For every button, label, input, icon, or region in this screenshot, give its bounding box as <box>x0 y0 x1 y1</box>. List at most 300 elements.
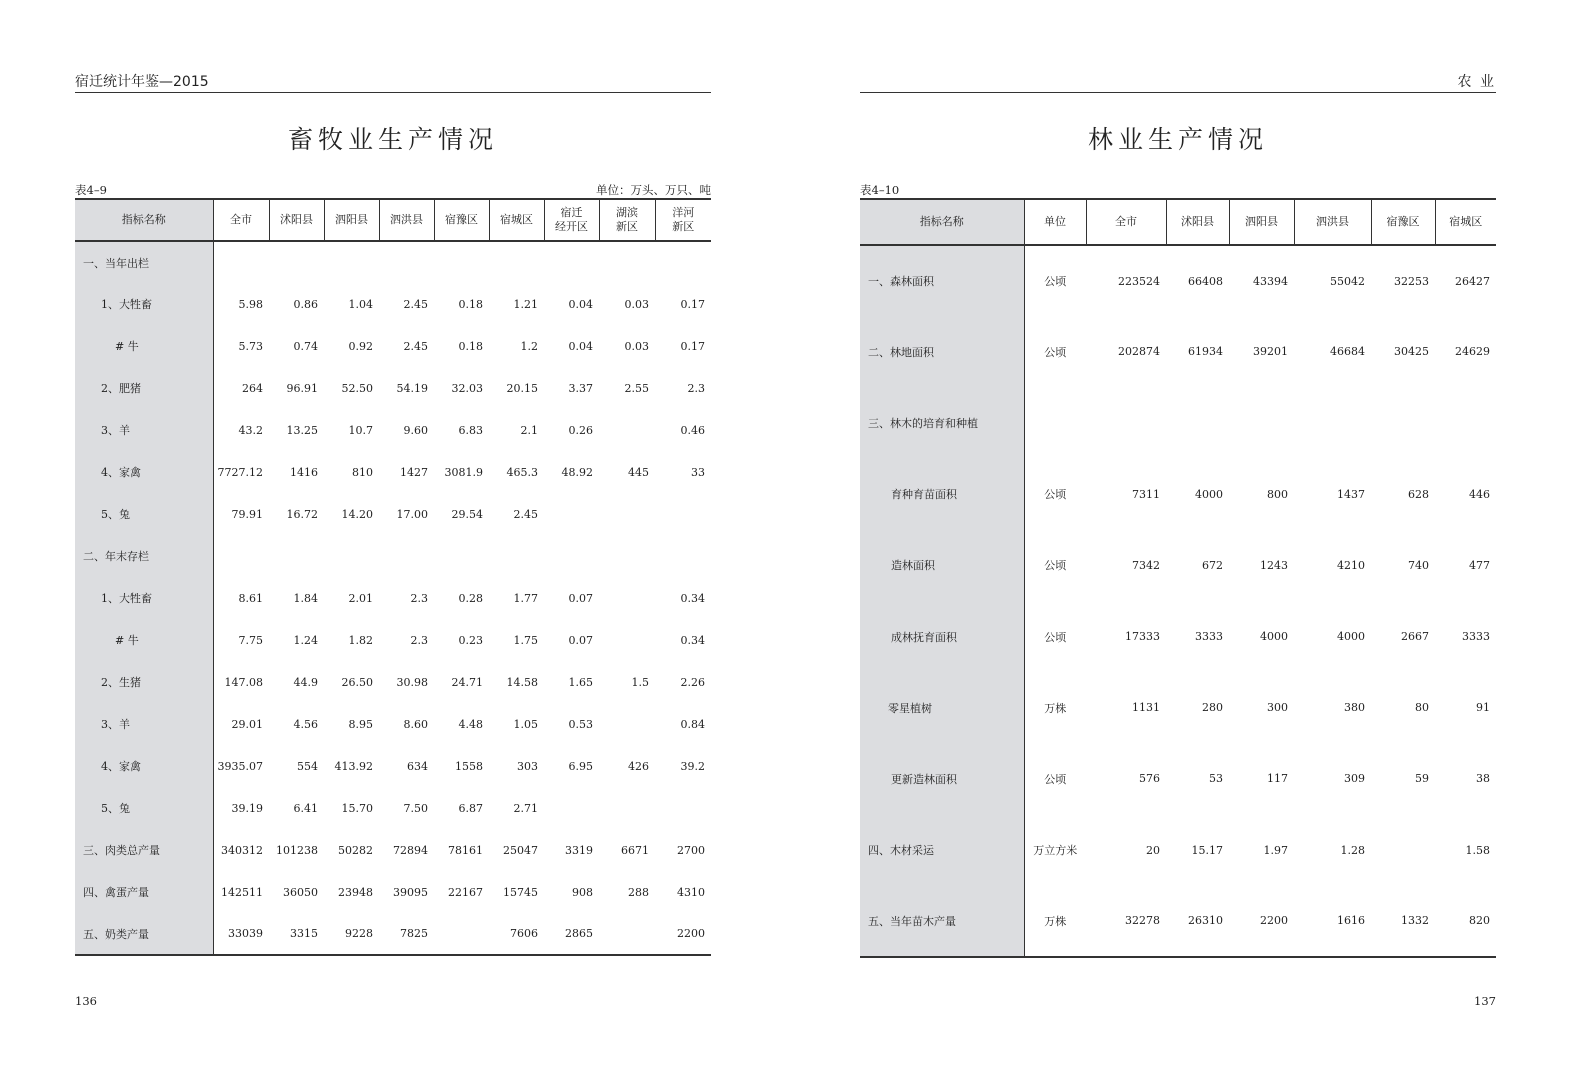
table-cell: 4.56 <box>293 717 318 731</box>
table-row <box>860 387 1496 458</box>
row-label: 1、大牲畜 <box>75 283 213 325</box>
table-cell <box>655 241 711 283</box>
table-cell: 820 <box>1435 886 1496 957</box>
table-label-4-10: 表4–10 <box>860 183 900 197</box>
table-cell: 80 <box>1415 701 1429 715</box>
column-header: 宿城区 <box>1435 199 1496 245</box>
table-cell: 22167 <box>448 885 483 899</box>
table-cell <box>489 535 544 577</box>
table-cell: 39.19 <box>231 801 263 815</box>
table-cell: 1131 <box>1132 701 1160 715</box>
table-cell <box>544 493 599 535</box>
table-cell <box>1435 387 1496 458</box>
table-cell: 147.08 <box>224 675 263 689</box>
table-cell: 2200 <box>1229 886 1294 957</box>
row-label: 2、生猪 <box>75 661 213 703</box>
table-cell <box>1229 387 1294 458</box>
table-cell: 万立方米 <box>1033 844 1078 858</box>
table-cell: 446 <box>1469 487 1490 501</box>
table-row <box>75 577 711 619</box>
livestock-table <box>75 198 711 956</box>
table-cell <box>1166 387 1229 458</box>
table-cell: 0.34 <box>680 633 705 647</box>
table-cell: 39.2 <box>680 759 705 773</box>
table-cell: 10.7 <box>348 423 373 437</box>
unit-label: 单位：万头、万只、吨 <box>596 183 711 197</box>
right-page <box>860 0 1496 1077</box>
row-label: 二、年末存栏 <box>75 535 213 577</box>
table-cell: 4000 <box>1195 487 1223 501</box>
table-header-row <box>75 199 711 241</box>
table-cell: 7727.12 <box>217 465 263 479</box>
table-cell: 0.86 <box>293 297 318 311</box>
table-cell: 91 <box>1476 701 1490 715</box>
row-label: 一、森林面积 <box>860 245 1024 316</box>
table-cell: 公顷 <box>1044 630 1067 644</box>
table-row <box>75 661 711 703</box>
table-cell: 1332 <box>1371 886 1435 957</box>
row-label: 4、家禽 <box>75 745 213 787</box>
table-cell: 4000 <box>1260 630 1288 644</box>
table-cell: 2700 <box>677 843 705 857</box>
table-cell: 223524 <box>1118 274 1160 288</box>
table-cell <box>599 913 655 955</box>
row-label: 四、禽蛋产量 <box>75 871 213 913</box>
table-cell <box>655 493 711 535</box>
table-cell: 26.50 <box>341 675 373 689</box>
table-cell: 1.24 <box>293 633 318 647</box>
table-cell: 8.60 <box>403 717 428 731</box>
table-cell: 78161 <box>448 843 483 857</box>
row-label: 2、肥猪 <box>75 367 213 409</box>
table-cell: 32278 <box>1086 886 1166 957</box>
forestry-table <box>860 198 1496 958</box>
table-cell: 20 <box>1146 843 1160 857</box>
table-cell: 1243 <box>1260 558 1288 572</box>
page-number-left: 136 <box>75 994 97 1008</box>
table-row <box>860 815 1496 886</box>
table-row <box>75 367 711 409</box>
table-cell: 7.75 <box>238 633 263 647</box>
row-label: 一、当年出栏 <box>75 241 213 283</box>
table-cell: 29.01 <box>231 717 263 731</box>
row-label: # 牛 <box>75 619 213 661</box>
table-cell: 2.45 <box>513 507 538 521</box>
table-cell <box>213 535 269 577</box>
table-cell: 61934 <box>1188 345 1223 359</box>
table-row <box>860 743 1496 814</box>
row-label: 四、木材采运 <box>860 815 1024 886</box>
column-header: 洋河 新区 <box>655 199 711 241</box>
table-cell: 39201 <box>1253 345 1288 359</box>
table-cell: 1.58 <box>1465 843 1490 857</box>
table-cell: 1427 <box>400 465 428 479</box>
table-cell: 810 <box>352 465 373 479</box>
table-cell: 5.98 <box>238 297 263 311</box>
table-cell: 2865 <box>544 913 599 955</box>
table-cell: 1.82 <box>348 633 373 647</box>
table-cell: 0.92 <box>348 339 373 353</box>
table-cell: 280 <box>1202 701 1223 715</box>
running-head-right: 农 业 <box>860 74 1496 93</box>
table-cell: 4000 <box>1337 630 1365 644</box>
table-cell: 17333 <box>1125 630 1160 644</box>
table-cell: 15.70 <box>341 801 373 815</box>
table-row <box>860 245 1496 316</box>
table-cell: 30.98 <box>396 675 428 689</box>
table-cell: 15.17 <box>1191 843 1223 857</box>
table-cell: 117 <box>1267 772 1288 786</box>
table-cell: 43.2 <box>238 423 263 437</box>
table-cell: 0.04 <box>568 297 593 311</box>
table-cell: 4.48 <box>458 717 483 731</box>
table-cell: 142511 <box>221 885 263 899</box>
table-cell: 380 <box>1344 701 1365 715</box>
table-cell: 公顷 <box>1044 772 1067 786</box>
table-cell: 万株 <box>1024 886 1086 957</box>
table-cell: 万株 <box>1044 701 1067 715</box>
table-cell: 0.03 <box>624 339 649 353</box>
table-cell <box>1371 387 1435 458</box>
table-row <box>75 787 711 829</box>
table-cell: 908 <box>572 885 593 899</box>
row-label: 3、羊 <box>75 409 213 451</box>
column-header: 单位 <box>1024 199 1086 245</box>
table-cell: 24629 <box>1455 345 1490 359</box>
table-cell: 7342 <box>1132 558 1160 572</box>
table-cell <box>655 535 711 577</box>
table-cell: 8.61 <box>238 591 263 605</box>
row-label: 造林面积 <box>860 530 1024 601</box>
table-row <box>75 871 711 913</box>
table-row <box>75 703 711 745</box>
table-cell: 309 <box>1344 772 1365 786</box>
table-cell: 26427 <box>1455 274 1490 288</box>
table-row <box>75 745 711 787</box>
table-cell: 9228 <box>324 913 379 955</box>
table-cell: 33 <box>691 465 705 479</box>
table-cell: 2.55 <box>624 381 649 395</box>
page-title-forestry: 林业生产情况 <box>1087 125 1268 154</box>
table-cell: 2.01 <box>348 591 373 605</box>
table-cell: 26310 <box>1166 886 1229 957</box>
table-cell: 3315 <box>269 913 324 955</box>
table-cell: 2.3 <box>687 381 705 395</box>
table-cell: 3081.9 <box>444 465 483 479</box>
table-row <box>75 325 711 367</box>
table-cell: 6.41 <box>293 801 318 815</box>
table-cell: 740 <box>1408 558 1429 572</box>
table-cell: 101238 <box>276 843 318 857</box>
table-cell: 79.91 <box>231 507 263 521</box>
table-row <box>75 619 711 661</box>
table-cell: 303 <box>517 759 538 773</box>
row-label: 更新造林面积 <box>860 743 1024 814</box>
table-cell: 1416 <box>290 465 318 479</box>
row-label: 3、羊 <box>75 703 213 745</box>
page-title-livestock: 畜牧业生产情况 <box>287 125 498 154</box>
row-label: 五、奶类产量 <box>75 913 213 955</box>
table-cell: 0.74 <box>293 339 318 353</box>
table-cell: 4310 <box>677 885 705 899</box>
table-cell <box>213 241 269 283</box>
table-cell: 0.18 <box>458 339 483 353</box>
table-cell: 445 <box>628 465 649 479</box>
table-cell <box>599 409 655 451</box>
table-cell <box>599 703 655 745</box>
table-cell <box>489 241 544 283</box>
table-cell <box>599 787 655 829</box>
table-cell <box>544 535 599 577</box>
table-cell <box>434 535 489 577</box>
table-cell: 554 <box>297 759 318 773</box>
table-cell: 公顷 <box>1044 488 1067 502</box>
table-cell: 23948 <box>338 885 373 899</box>
table-cell <box>1086 387 1166 458</box>
table-cell <box>599 493 655 535</box>
table-cell: 46684 <box>1330 345 1365 359</box>
table-row <box>75 535 711 577</box>
table-cell: 1.75 <box>513 633 538 647</box>
table-cell: 576 <box>1139 772 1160 786</box>
table-cell <box>379 241 434 283</box>
table-cell: 0.53 <box>568 717 593 731</box>
table-cell: 0.46 <box>680 423 705 437</box>
table-cell: 1.28 <box>1340 843 1365 857</box>
table-cell: 48.92 <box>561 465 593 479</box>
table-cell: 202874 <box>1118 345 1160 359</box>
column-header: 沭阳县 <box>1166 199 1229 245</box>
table-cell: 0.23 <box>458 633 483 647</box>
table-row <box>860 672 1496 743</box>
column-header-name: 指标名称 <box>75 199 213 241</box>
table-cell: 4210 <box>1337 558 1365 572</box>
column-header: 泗洪县 <box>379 199 434 241</box>
table-cell: 300 <box>1267 701 1288 715</box>
table-cell: 7311 <box>1132 487 1160 501</box>
table-cell: 1437 <box>1337 487 1365 501</box>
table-cell: 32253 <box>1394 274 1429 288</box>
column-header: 宿豫区 <box>1371 199 1435 245</box>
table-cell: 1.77 <box>513 591 538 605</box>
table-row <box>860 886 1496 957</box>
table-cell: 3.37 <box>568 381 593 395</box>
table-row <box>860 601 1496 672</box>
row-label: 五、当年苗木产量 <box>860 886 1024 957</box>
table-cell: 15745 <box>503 885 538 899</box>
table-cell: 3319 <box>565 843 593 857</box>
column-header: 宿豫区 <box>434 199 489 241</box>
table-cell: 1.2 <box>520 339 538 353</box>
table-cell <box>1294 387 1371 458</box>
table-cell: 50282 <box>338 843 373 857</box>
table-cell: 2200 <box>655 913 711 955</box>
table-cell: 43394 <box>1253 274 1288 288</box>
table-cell: 1.05 <box>513 717 538 731</box>
row-label: 4、家禽 <box>75 451 213 493</box>
table-cell: 2.3 <box>410 591 428 605</box>
table-cell: 25047 <box>503 843 538 857</box>
table-cell: 7606 <box>489 913 544 955</box>
table-cell <box>655 787 711 829</box>
table-cell <box>1371 815 1435 886</box>
table-cell: 33039 <box>213 913 269 955</box>
table-cell: 6671 <box>621 843 649 857</box>
table-cell: 59 <box>1415 772 1429 786</box>
row-label: 三、肉类总产量 <box>75 829 213 871</box>
table-cell: 7825 <box>379 913 434 955</box>
table-cell: 53 <box>1209 772 1223 786</box>
table-cell <box>599 577 655 619</box>
table-cell: 1.97 <box>1263 843 1288 857</box>
table-cell: 29.54 <box>451 507 483 521</box>
table-cell <box>269 535 324 577</box>
table-cell: 7.50 <box>403 801 428 815</box>
table-cell: 6.87 <box>458 801 483 815</box>
table-cell <box>324 241 379 283</box>
column-header: 沭阳县 <box>269 199 324 241</box>
column-header: 泗洪县 <box>1294 199 1371 245</box>
table-cell: 66408 <box>1188 274 1223 288</box>
table-row <box>860 316 1496 387</box>
table-cell <box>599 535 655 577</box>
table-cell: 17.00 <box>396 507 428 521</box>
table-cell <box>544 787 599 829</box>
row-label: # 牛 <box>75 325 213 367</box>
table-cell: 13.25 <box>286 423 318 437</box>
table-cell: 3333 <box>1462 630 1490 644</box>
table-cell: 32.03 <box>451 381 483 395</box>
table-cell: 0.18 <box>458 297 483 311</box>
left-page <box>75 0 711 1077</box>
table-row <box>75 493 711 535</box>
table-cell: 0.07 <box>568 591 593 605</box>
column-header: 宿迁 经开区 <box>544 199 599 241</box>
row-label: 5、兔 <box>75 493 213 535</box>
table-cell <box>1024 387 1086 458</box>
table-cell <box>599 241 655 283</box>
table-cell: 72894 <box>393 843 428 857</box>
table-cell: 14.20 <box>341 507 373 521</box>
table-row <box>75 283 711 325</box>
table-cell: 24.71 <box>451 675 483 689</box>
table-cell: 340312 <box>221 843 263 857</box>
table-cell: 55042 <box>1330 274 1365 288</box>
table-cell: 96.91 <box>286 381 318 395</box>
column-header: 全市 <box>1086 199 1166 245</box>
row-label: 5、兔 <box>75 787 213 829</box>
table-cell: 800 <box>1267 487 1288 501</box>
table-cell <box>434 241 489 283</box>
table-cell: 672 <box>1202 558 1223 572</box>
table-cell: 413.92 <box>334 759 373 773</box>
table-cell: 477 <box>1469 558 1490 572</box>
row-label: 1、大牲畜 <box>75 577 213 619</box>
table-cell: 1.84 <box>293 591 318 605</box>
table-cell: 0.04 <box>568 339 593 353</box>
table-row <box>75 913 711 955</box>
column-header: 泗阳县 <box>1229 199 1294 245</box>
table-cell: 3333 <box>1195 630 1223 644</box>
table-cell: 2.1 <box>520 423 538 437</box>
row-label: 零星植树 <box>860 672 1024 743</box>
table-row <box>75 241 711 283</box>
table-row <box>75 829 711 871</box>
table-cell: 6.83 <box>458 423 483 437</box>
table-cell: 0.17 <box>680 297 705 311</box>
table-cell: 44.9 <box>293 675 318 689</box>
table-cell: 634 <box>407 759 428 773</box>
table-cell: 2.45 <box>403 297 428 311</box>
table-cell: 2667 <box>1401 630 1429 644</box>
table-cell: 54.19 <box>396 381 428 395</box>
row-label: 二、林地面积 <box>860 316 1024 387</box>
table-cell: 30425 <box>1394 345 1429 359</box>
table-cell: 628 <box>1408 487 1429 501</box>
row-label: 三、林木的培育和种植 <box>860 387 1024 458</box>
table-cell: 2.45 <box>403 339 428 353</box>
table-cell: 1.21 <box>513 297 538 311</box>
table-cell: 52.50 <box>341 381 373 395</box>
table-cell: 16.72 <box>286 507 318 521</box>
row-label: 成林抚育面积 <box>860 601 1024 672</box>
table-cell: 0.17 <box>680 339 705 353</box>
table-cell: 465.3 <box>506 465 538 479</box>
table-cell: 0.84 <box>680 717 705 731</box>
table-header-row <box>860 199 1496 245</box>
column-header-name: 指标名称 <box>860 199 1024 245</box>
table-cell: 0.03 <box>624 297 649 311</box>
table-cell <box>269 241 324 283</box>
table-cell: 2.3 <box>410 633 428 647</box>
table-cell: 公顷 <box>1044 345 1067 359</box>
table-cell: 288 <box>628 885 649 899</box>
table-cell: 8.95 <box>348 717 373 731</box>
table-cell: 1.04 <box>348 297 373 311</box>
table-cell: 0.26 <box>568 423 593 437</box>
row-label: 育种育苗面积 <box>860 459 1024 530</box>
table-cell: 36050 <box>283 885 318 899</box>
table-row <box>860 459 1496 530</box>
column-header: 湖滨 新区 <box>599 199 655 241</box>
table-cell <box>434 913 489 955</box>
table-row <box>75 451 711 493</box>
table-cell: 6.95 <box>568 759 593 773</box>
table-cell: 0.34 <box>680 591 705 605</box>
table-cell: 20.15 <box>506 381 538 395</box>
column-header: 泗阳县 <box>324 199 379 241</box>
table-row <box>860 530 1496 601</box>
table-label-4-9: 表4–9 <box>75 183 107 197</box>
table-row <box>75 409 711 451</box>
table-cell <box>599 619 655 661</box>
column-header: 全市 <box>213 199 269 241</box>
table-cell <box>324 535 379 577</box>
table-cell: 1558 <box>455 759 483 773</box>
column-header: 宿城区 <box>489 199 544 241</box>
table-cell: 1616 <box>1294 886 1371 957</box>
table-cell: 1.65 <box>568 675 593 689</box>
running-head-left: 宿迁统计年鉴—2015 <box>75 74 711 93</box>
table-cell: 426 <box>628 759 649 773</box>
table-cell: 0.07 <box>568 633 593 647</box>
table-cell <box>379 535 434 577</box>
table-cell: 5.73 <box>238 339 263 353</box>
table-cell: 39095 <box>393 885 428 899</box>
table-cell: 38 <box>1476 772 1490 786</box>
table-cell: 1.5 <box>631 675 649 689</box>
table-cell: 0.28 <box>458 591 483 605</box>
